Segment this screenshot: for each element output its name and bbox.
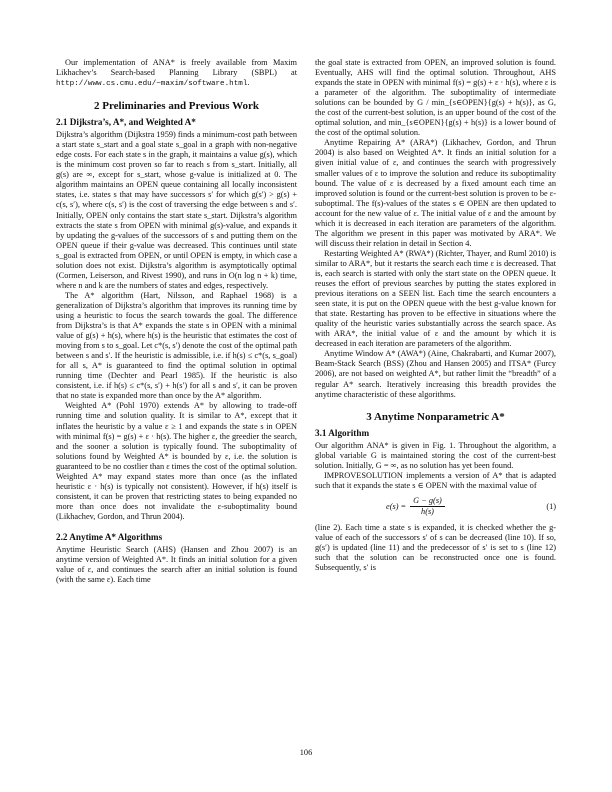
ara-paragraph: Anytime Repairing A* (ARA*) (Likhachev, Gordon, and Thrun 2004) is also based on Weighted A*. It finds an initial solution for a given initial value of ε, and continues the search with progressively smaller values of ε to improve the solution and reduce its suboptimality bound. The value of ε is decreased by a fixed amount each time an improved solution is found or the current-best solution is proven to be ε-suboptimal. The f(s)-values of the states s ∈ OPEN are then updated to account for the new value of ε. The initial value of ε and the amount by which it is decreased in each iteration are parameters of the algorithm. The algorithm we present in this paper was motivated by ARA*. We will discuss their relation in detail in Section 4. [315, 138, 556, 248]
left-column [56, 58, 297, 585]
equation-fraction [410, 496, 445, 517]
intro-paragraph [56, 58, 297, 89]
after-equation-paragraph: (line 2). Each time a state s is expanded, it is checked whether the g-value of each of the successors s′ of s can be decreased (line 10). If so, g(s′) is updated (line 11) and the predecessor of s′ is set to s (line 12) such that the solution can be reconstructed once one is found. Subsequently, s′ is [315, 522, 556, 573]
dijkstra-paragraph: Dijkstra’s algorithm (Dijkstra 1959) finds a minimum-cost path between a start state s_start and a goal state s_goal in a graph with non-negative edge costs. For each state s in the graph, it maintains a value g(s), which is the minimum cost proven so far to reach s from s_start. Initially, all g(s) are ∞, except for s_start, whose g-value is initialized at 0. The algorithm maintains an OPEN queue containing all locally inconsistent states, i.e. states s that may have successors s′ for which g(s′) > g(s) + c(s, s′), where c(s, s′) is the cost of traversing the edge between s and s′. Initially, OPEN only contains the start state s_start. Dijkstra’s algorithm extracts the state s from OPEN with minimal g(s)-value, and expands it by updating the g-values of the successors of s and putting them on the OPEN queue if their g-value was decreased. This continues until state s_goal is extracted from OPEN, or until OPEN is empty, in which case a solution does not exist. Dijkstra’s algorithm is asymptotically optimal (Cormen, Leiserson, and Rivest 1990), and runs in O(n log n + k) time, where n and k are the numbers of states and edges, respectively. [56, 130, 297, 290]
ahs-paragraph: Anytime Heuristic Search (AHS) (Hansen and Zhou 2007) is an anytime version of Weighted A*. It finds an initial solution for a given value of ε, and continues the search after an initial solution is found (with the same ε). Each time [56, 544, 297, 585]
intro-text: Our implementation of ANA* is freely available from Maxim Likhachev’s Search-based Planning Library (SBPL) at [56, 58, 297, 78]
software-url[interactable]: http://www.cs.cmu.edu/~maxim/software.html [56, 80, 248, 89]
algorithm-paragraph: Our algorithm ANA* is given in Fig. 1. Throughout the algorithm, a global variable G is maintained storing the cost of the current-best solution. Initially, G = ∞, as no solution has yet been found. [315, 440, 556, 470]
equation-numerator: G − g(s) [410, 496, 445, 507]
right-column [315, 58, 556, 573]
section-3-heading: 3 Anytime Nonparametric A* [366, 410, 505, 423]
intro-period: . [247, 78, 250, 88]
subsection-3-1-heading: 3.1 Algorithm [315, 427, 370, 438]
awa-paragraph: Anytime Window A* (AWA*) (Aine, Chakrabarti, and Kumar 2007), Beam-Stack Search (BSS) (Zhou and Hansen 2005) and ITSA* (Furcy 2006), are not based on weighted A*, but rather limit the “breadth” of a regular A* search. Iteratively increasing this breadth provides the anytime characteristic of these algorithms. [315, 349, 556, 399]
improve-solution-paragraph: IMPROVESOLUTION implements a version of A* that is adapted such that it expands the state s ∈ OPEN with the maximal value of [315, 470, 556, 490]
astar-paragraph: The A* algorithm (Hart, Nilsson, and Raphael 1968) is a generalization of Dijkstra’s algorithm that improves its running time by using a heuristic to focus the search towards the goal. The difference from Dijkstra’s is that A* expands the state s in OPEN with a minimal value of g(s) + h(s), where h(s) is the heuristic that estimates the cost of moving from s to s_goal. Let c*(s, s′) denote the cost of the optimal path between s and s′. If the heuristic is admissible, i.e. if h(s) ≤ c*(s, s_goal) for all s, A* is guaranteed to find the optimal solution in optimal running time (Dechter and Pearl 1985). If the heuristic is also consistent, i.e. if h(s) ≤ c*(s, s′) + h(s′) for all s and s′, it can be proven that no state is expanded more than once by the A* algorithm. [56, 290, 297, 401]
subsection-2-1-heading: 2.1 Dijkstra’s, A*, and Weighted A* [56, 117, 196, 128]
equation-lhs: e(s) = [386, 501, 407, 511]
rwa-paragraph: Restarting Weighted A* (RWA*) (Richter, Thayer, and Ruml 2010) is similar to ARA*, but it restarts the search each time ε is decreased. That is, each search is started with only the start state on the OPEN queue. It reuses the effort of previous searches by putting the states explored in previous iterations on a SEEN list. Each time the search encounters a seen state, it is put on the OPEN queue with the best g-value known for that state. Restarting has proven to be effective in situations where the quality of the heuristic varies substantially across the search space. As with ARA*, the initial value of ε and the amount by which it is decreased in each iteration are parameters of the algorithm. [315, 248, 556, 349]
section-2-heading: 2 Preliminaries and Previous Work [93, 100, 259, 113]
equation-denominator: h(s) [421, 507, 434, 517]
page-number: 106 [299, 748, 313, 757]
equation-1 [315, 495, 556, 519]
subsection-2-2-heading: 2.2 Anytime A* Algorithms [56, 531, 163, 542]
equation-number: (1) [546, 501, 556, 511]
ahs-continued-paragraph: the goal state is extracted from OPEN, an improved solution is found. Eventually, AHS will find the optimal solution. Throughout, AHS expands the state in OPEN with minimal f(s) = g(s) + ε · h(s), where ε is a parameter of the algorithm. The suboptimality of intermediate solutions can be bounded by G / min_{s∈OPEN}{g(s) + h(s)}, as G, the cost of the current-best solution, is an upper bound of the cost of the optimal solution, and min_{s∈OPEN}{g(s) + h(s)} is a lower bound of the cost of the optimal solution. [315, 58, 556, 138]
weighted-astar-paragraph: Weighted A* (Pohl 1970) extends A* by allowing to trade-off running time and solution quality. It is similar to A*, except that it inflates the heuristic by a value ε ≥ 1 and expands the state s in OPEN with minimal f(s) = g(s) + ε · h(s). The higher ε, the greedier the search, and the sooner a solution is typically found. The suboptimality of solutions found by Weighted A* is bounded by ε, i.e. the solution is guaranteed to be no costlier than ε times the cost of the optimal solution. Weighted A* may expand states more than once (as the inflated heuristic ε · h(s) is typically not consistent). However, if h(s) itself is consistent, it can be proven that restricting states to being expanded no more than once does not invalidate the ε-suboptimality bound (Likhachev, Gordon, and Thrun 2004). [56, 401, 297, 521]
